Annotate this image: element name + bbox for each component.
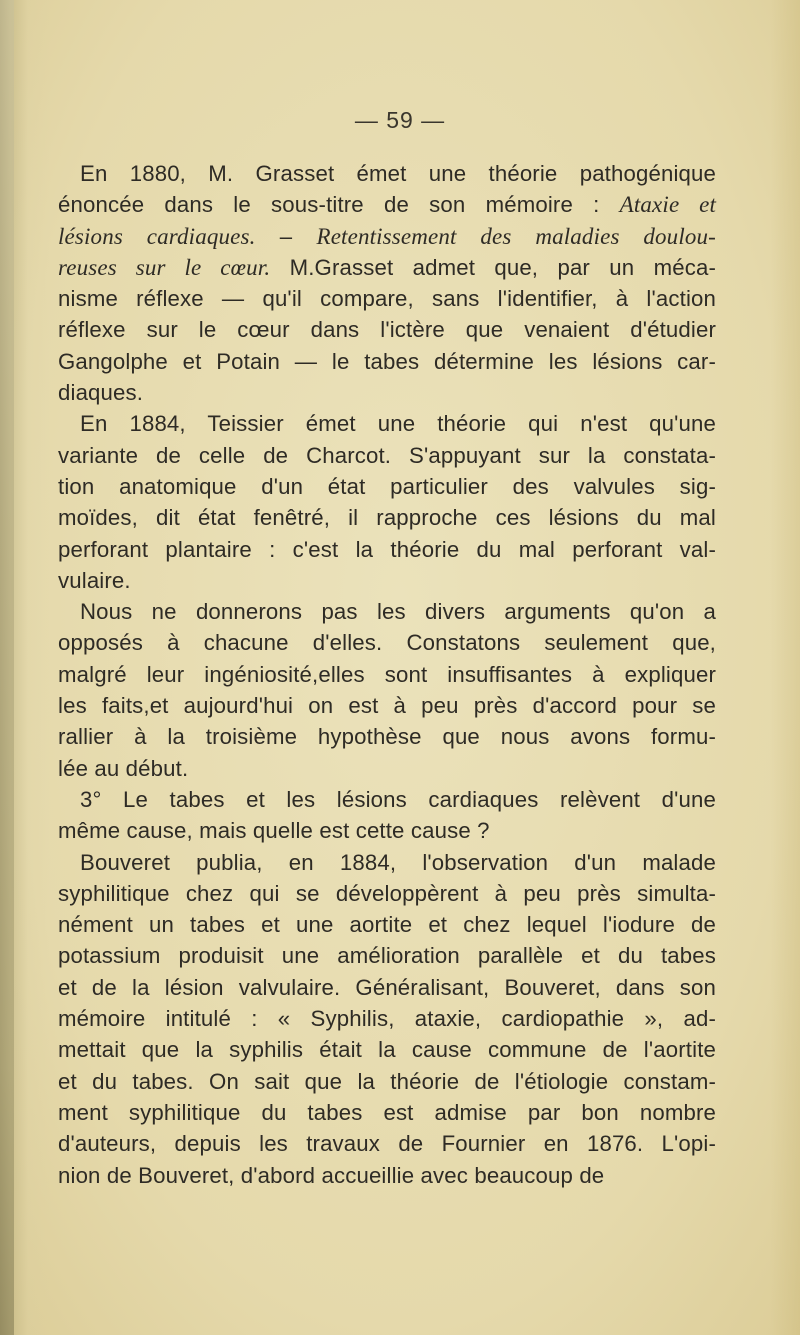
text-segment: diaques. (58, 380, 144, 406)
text-line (58, 440, 716, 471)
text-line (58, 1097, 716, 1128)
text-segment: mettait que la syphilis était la cause commune de l'aortite (58, 1037, 716, 1063)
text-line (58, 909, 716, 940)
text-segment: ment syphilitique du tabes est admise par bon nombre (58, 1099, 716, 1125)
text-line (58, 471, 716, 502)
text-line (58, 565, 716, 596)
text-line (58, 627, 716, 658)
text-segment: tion anatomique d'un état particulier des valvules sig- (58, 473, 716, 499)
text-segment: syphilitique chez qui se développèrent à peu près simulta- (58, 880, 716, 906)
italic-text: lésions cardiaques. (58, 223, 256, 249)
text-segment: les faits,et aujourd'hui on est à peu près d'accord pour se (58, 693, 716, 719)
text-line (58, 1034, 716, 1065)
text-segment: réflexe sur le cœur dans l'ictère que venaient d'étudier (58, 317, 716, 343)
italic-text: reuses sur le cœur. (58, 254, 271, 280)
page-spine-shadow (0, 0, 14, 1335)
text-segment: rallier à la troisième hypothèse que nous avons formu- (58, 724, 716, 750)
paragraph (58, 408, 716, 596)
text-line (58, 314, 716, 345)
paragraph (58, 847, 716, 1191)
text-line (58, 377, 716, 408)
text-line (58, 1003, 716, 1034)
text-segment: nisme réflexe — qu'il compare, sans l'identifier, à l'action (58, 286, 716, 312)
text-line (58, 1066, 716, 1097)
text-line (58, 847, 716, 878)
text-line (58, 596, 716, 627)
text-segment: Gangolphe et Potain — le tabes détermine les lésions car- (58, 348, 716, 374)
text-line (58, 753, 716, 784)
text-line (58, 189, 716, 220)
text-line (58, 690, 716, 721)
text-segment: Bouveret publia, en 1884, l'observation d'un malade (80, 849, 716, 875)
text-line (58, 221, 716, 252)
text-segment: malgré leur ingéniosité,elles sont insuffisantes à expliquer (58, 661, 716, 687)
paragraph (58, 596, 716, 784)
text-line (58, 534, 716, 565)
text-segment: – (255, 223, 317, 249)
text-segment: potassium produisit une amélioration parallèle et du tabes (58, 943, 716, 969)
text-segment: énoncée dans le sous-titre de son mémoire : (58, 192, 620, 218)
page-number: — 59 — (354, 107, 446, 133)
text-segment: opposés à chacune d'elles. Constatons seulement que, (58, 630, 716, 656)
text-line (58, 158, 716, 189)
text-segment: M.Grasset admet que, par un méca- (270, 254, 716, 280)
body-text (58, 158, 716, 1191)
text-segment: d'auteurs, depuis les travaux de Fournier en 1876. L'opi- (58, 1131, 716, 1157)
text-segment: Nous ne donnerons pas les divers arguments qu'on a (80, 599, 716, 625)
text-segment: perforant plantaire : c'est la théorie du mal perforant val- (58, 536, 716, 562)
text-segment: En 1880, M. Grasset émet une théorie pathogénique (80, 161, 716, 186)
text-segment: En 1884, Teissier émet une théorie qui n'est qu'une (80, 411, 716, 437)
paragraph (58, 784, 716, 847)
text-segment: même cause, mais quelle est cette cause ? (58, 818, 490, 844)
text-line (58, 940, 716, 971)
text-line (58, 972, 716, 1003)
text-line (58, 1128, 716, 1159)
text-segment: nément un tabes et une aortite et chez lequel l'iodure de (58, 912, 716, 938)
italic-text: Retentissement des maladies doulou- (316, 223, 716, 249)
text-segment: moïdes, dit état fenêtré, il rapproche ces lésions du mal (58, 505, 716, 531)
text-line (58, 784, 716, 815)
text-line (58, 283, 716, 314)
italic-text: Ataxie et (619, 192, 717, 218)
text-line (58, 252, 716, 283)
text-segment: et de la lésion valvulaire. Généralisant, Bouveret, dans son (58, 974, 716, 1000)
text-segment: 3° Le tabes et les lésions cardiaques relèvent d'une (80, 786, 716, 812)
text-line (58, 346, 716, 377)
text-segment: mémoire intitulé : « Syphilis, ataxie, cardiopathie », ad- (58, 1006, 716, 1032)
text-line (58, 408, 716, 439)
text-segment: vulaire. (58, 567, 131, 593)
text-line (58, 659, 716, 690)
text-segment: variante de celle de Charcot. S'appuyant sur la constata- (58, 442, 716, 468)
text-line (58, 878, 716, 909)
text-line (58, 502, 716, 533)
paragraph (58, 158, 716, 408)
text-line (58, 1160, 716, 1191)
text-line (58, 721, 716, 752)
text-segment: et du tabes. On sait que la théorie de l'étiologie constam- (58, 1068, 716, 1094)
text-segment: lée au début. (58, 755, 189, 781)
text-segment: nion de Bouveret, d'abord accueillie avec beaucoup de (58, 1162, 605, 1188)
text-line (58, 815, 716, 846)
